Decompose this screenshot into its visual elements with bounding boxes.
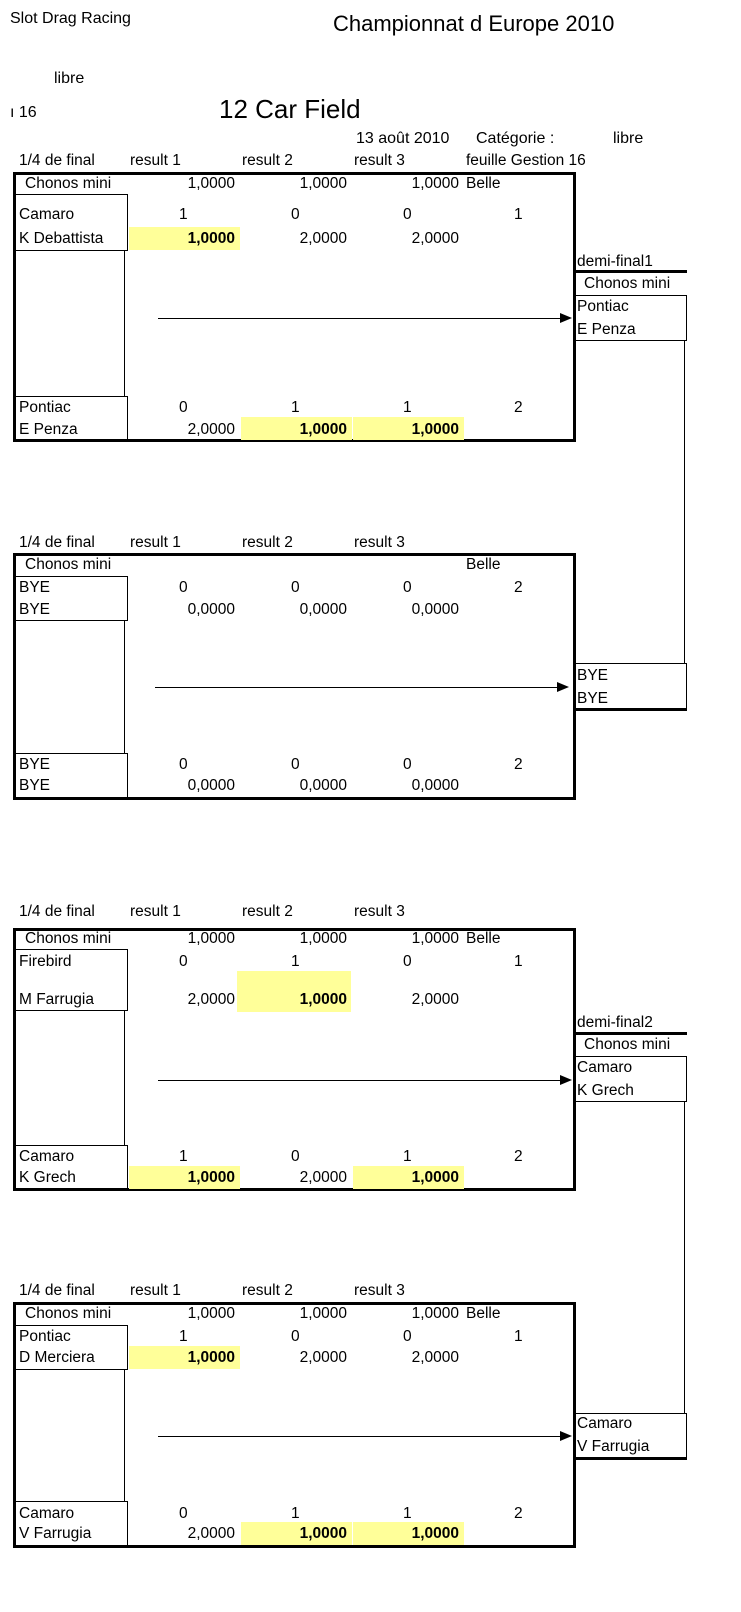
- lane1-win-r3: 0: [403, 953, 412, 970]
- lane2-win-r3: 1: [403, 1148, 412, 1165]
- quarter-label: 1/4 de final: [19, 152, 95, 169]
- lane2-win-r2: 1: [291, 1505, 300, 1522]
- semi-top-rule: [573, 1032, 687, 1035]
- lane2-car: Camaro: [19, 1148, 75, 1165]
- lane2-win-r3: 0: [403, 756, 412, 773]
- lane2-car: Camaro: [19, 1505, 75, 1522]
- advance-arrow-icon: [560, 1075, 572, 1085]
- lane1-time-r1: 1,0000: [187, 1349, 235, 1366]
- categorie-value: libre: [613, 130, 644, 147]
- semi-connector: [684, 341, 685, 664]
- belle-label: Belle: [466, 930, 501, 947]
- result2-header: result 2: [242, 534, 293, 551]
- lane2-time-r3: 1,0000: [411, 1169, 459, 1186]
- quarter-label: 1/4 de final: [19, 534, 95, 551]
- quarter-label: 1/4 de final: [19, 903, 95, 920]
- lane2-time-r2: 0,0000: [299, 777, 347, 794]
- result2-header: result 2: [242, 1282, 293, 1299]
- class-label: Chonos mini: [25, 175, 112, 192]
- semi-class: Chonos mini: [584, 1036, 671, 1053]
- lane1-win-r3: 0: [403, 206, 412, 223]
- time-r2: 1,0000: [299, 930, 347, 947]
- belle-label: Belle: [466, 1305, 501, 1322]
- lane2-driver: E Penza: [19, 421, 78, 438]
- lane1-time-r3: 2,0000: [411, 991, 459, 1008]
- semi-connector: [684, 1102, 685, 1414]
- lane2-car: BYE: [19, 756, 51, 773]
- lane1-time-r3: 0,0000: [411, 601, 459, 618]
- time-r3: 1,0000: [411, 930, 459, 947]
- lane2-time-r1: 2,0000: [187, 421, 235, 438]
- lane1-time-r1: 2,0000: [187, 991, 235, 1008]
- lane1-car: BYE: [19, 579, 51, 596]
- lane2-win-r2: 0: [291, 1148, 300, 1165]
- lane2-time-r2: 1,0000: [299, 1525, 347, 1542]
- result1-header: result 1: [130, 534, 181, 551]
- lane2-lane: 2: [514, 399, 523, 416]
- lane2-time-r3: 0,0000: [411, 777, 459, 794]
- lane1-time-r3: 2,0000: [411, 230, 459, 247]
- advance-arrow-icon: [560, 313, 572, 323]
- advance-arrow-icon: [557, 682, 569, 692]
- lane1-win-r3: 0: [403, 1328, 412, 1345]
- lane2-win-r3: 1: [403, 1505, 412, 1522]
- lane1-win-r3: 0: [403, 579, 412, 596]
- time-r1: 1,0000: [187, 175, 235, 192]
- lane2-win-r1: 0: [179, 399, 188, 416]
- lane2-car: Pontiac: [19, 399, 71, 416]
- brand-label: Slot Drag Racing: [10, 10, 131, 27]
- categorie-label: Catégorie :: [476, 130, 555, 147]
- semi-class: Chonos mini: [584, 275, 671, 292]
- result2-header: result 2: [242, 903, 293, 920]
- lane2-win-r3: 1: [403, 399, 412, 416]
- lane1-lane: 1: [514, 1328, 523, 1345]
- class-label: Chonos mini: [25, 930, 112, 947]
- lane1-lane: 1: [514, 206, 523, 223]
- result3-header: result 3: [354, 152, 405, 169]
- lane2-lane: 2: [514, 1505, 523, 1522]
- lane1-win-r1: 1: [179, 1328, 188, 1345]
- result3-header: result 3: [354, 534, 405, 551]
- semi-bottom-driver: V Farrugia: [577, 1438, 650, 1455]
- advance-line: [158, 318, 560, 319]
- time-r1: 1,0000: [187, 1305, 235, 1322]
- lane1-time-r2: 1,0000: [299, 991, 347, 1008]
- page-title: Championnat d Europe 2010: [333, 11, 615, 36]
- lane1-time-r1: 1,0000: [187, 230, 235, 247]
- lane2-driver: K Grech: [19, 1169, 76, 1186]
- semi-top-car: Pontiac: [577, 298, 629, 315]
- lane2-time-r3: 1,0000: [411, 1525, 459, 1542]
- lane1-win-r2: 1: [291, 953, 300, 970]
- advance-arrow-icon: [560, 1431, 572, 1441]
- lane1-time-r2: 2,0000: [299, 230, 347, 247]
- semi-title: demi-final1: [577, 253, 653, 270]
- lane2-time-r3: 1,0000: [411, 421, 459, 438]
- lane1-win-r2: 0: [291, 206, 300, 223]
- lane1-time-r2: 2,0000: [299, 1349, 347, 1366]
- lane2-win-r2: 0: [291, 756, 300, 773]
- lane2-time-r1: 0,0000: [187, 777, 235, 794]
- lane2-win-r1: 1: [179, 1148, 188, 1165]
- semi-bottom-car: Camaro: [577, 1415, 633, 1432]
- time-r1: 1,0000: [187, 930, 235, 947]
- semi-bottom-car: BYE: [577, 667, 609, 684]
- semi-bottom-driver: BYE: [577, 690, 609, 707]
- class-top: libre: [54, 70, 85, 87]
- time-r2: 1,0000: [299, 175, 347, 192]
- result1-header: result 1: [130, 903, 181, 920]
- gestion-short: ı 16: [10, 104, 37, 121]
- result3-header: result 3: [354, 1282, 405, 1299]
- lane1-lane: 1: [514, 953, 523, 970]
- lane2-win-r2: 1: [291, 399, 300, 416]
- lane1-driver: K Debattista: [19, 230, 104, 247]
- result1-header: result 1: [130, 152, 181, 169]
- lane2-win-r1: 0: [179, 756, 188, 773]
- semi-top-driver: E Penza: [577, 321, 636, 338]
- semi-bottom-rule: [573, 708, 687, 711]
- semi-top-car: Camaro: [577, 1059, 633, 1076]
- lane1-car: Firebird: [19, 953, 72, 970]
- semi-title: demi-final2: [577, 1014, 653, 1031]
- lane1-driver: M Farrugia: [19, 991, 94, 1008]
- bracket-connector: [124, 1011, 125, 1146]
- lane1-car: Pontiac: [19, 1328, 71, 1345]
- lane2-driver: BYE: [19, 777, 51, 794]
- advance-line: [158, 1436, 560, 1437]
- lane2-driver: V Farrugia: [19, 1525, 92, 1542]
- class-label: Chonos mini: [25, 556, 112, 573]
- lane2-time-r2: 1,0000: [299, 421, 347, 438]
- semi-top-rule: [573, 270, 687, 273]
- belle-label: Belle: [466, 556, 501, 573]
- lane1-time-r1: 0,0000: [187, 601, 235, 618]
- lane2-lane: 2: [514, 756, 523, 773]
- time-r3: 1,0000: [411, 1305, 459, 1322]
- lane2-lane: 2: [514, 1148, 523, 1165]
- semi-bottom-rule: [573, 1457, 687, 1460]
- result2-header: result 2: [242, 152, 293, 169]
- bracket-connector: [124, 251, 125, 397]
- semi-top-driver: K Grech: [577, 1082, 634, 1099]
- lane1-time-r3: 2,0000: [411, 1349, 459, 1366]
- time-r2: 1,0000: [299, 1305, 347, 1322]
- advance-line: [155, 687, 557, 688]
- result3-header: result 3: [354, 903, 405, 920]
- lane1-time-r2: 0,0000: [299, 601, 347, 618]
- lane1-win-r1: 0: [179, 953, 188, 970]
- lane2-win-r1: 0: [179, 1505, 188, 1522]
- lane1-driver: D Merciera: [19, 1349, 95, 1366]
- lane1-win-r2: 0: [291, 579, 300, 596]
- lane1-driver: BYE: [19, 601, 51, 618]
- feuille-label: feuille Gestion 16: [466, 152, 586, 169]
- lane1-win-r2: 0: [291, 1328, 300, 1345]
- bracket-connector: [124, 1370, 125, 1502]
- bracket-connector: [124, 621, 125, 753]
- lane1-lane: 2: [514, 579, 523, 596]
- belle-label: Belle: [466, 175, 501, 192]
- lane1-win-r1: 0: [179, 579, 188, 596]
- lane2-time-r2: 2,0000: [299, 1169, 347, 1186]
- lane1-car: Camaro: [19, 206, 75, 223]
- quarter-label: 1/4 de final: [19, 1282, 95, 1299]
- lane1-win-r1: 1: [179, 206, 188, 223]
- class-label: Chonos mini: [25, 1305, 112, 1322]
- time-r3: 1,0000: [411, 175, 459, 192]
- lane2-time-r1: 2,0000: [187, 1525, 235, 1542]
- advance-line: [158, 1080, 560, 1081]
- date-label: 13 août 2010: [356, 130, 450, 147]
- field-title: 12 Car Field: [219, 94, 361, 124]
- result1-header: result 1: [130, 1282, 181, 1299]
- lane2-time-r1: 1,0000: [187, 1169, 235, 1186]
